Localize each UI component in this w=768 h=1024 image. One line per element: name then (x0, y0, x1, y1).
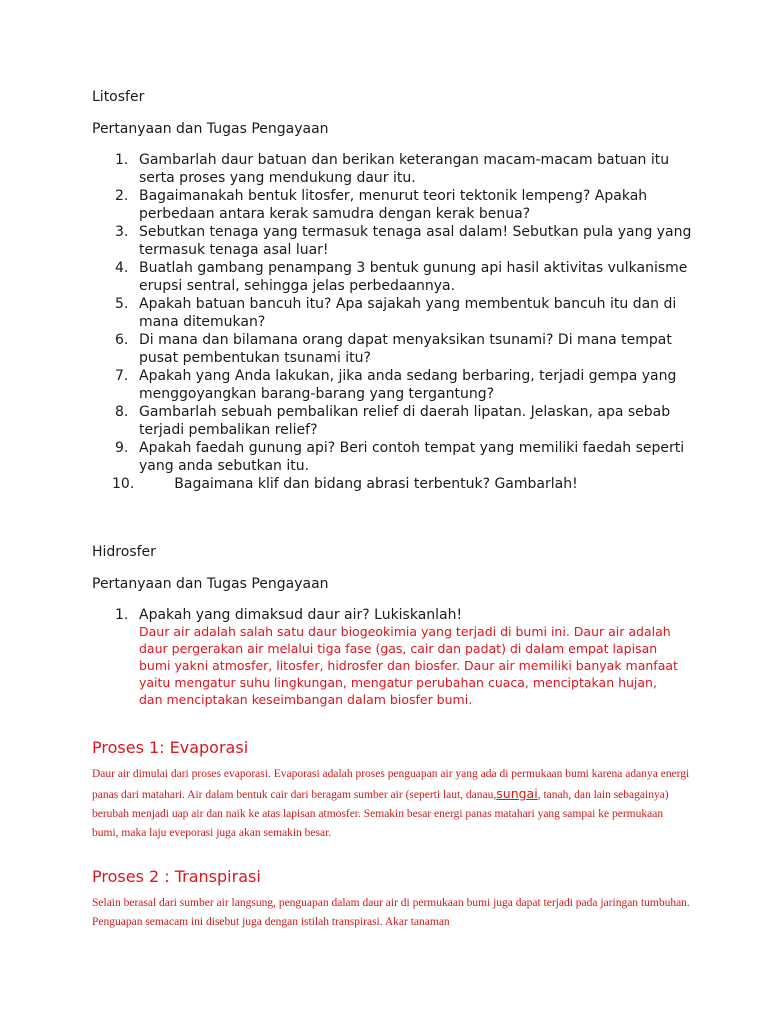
sungai-link[interactable]: sungai (496, 786, 538, 801)
question-number: 7. (115, 368, 129, 384)
question-number: 5. (115, 296, 129, 312)
proses-1-title: Proses 1: Evaporasi (92, 738, 249, 757)
section-subtitle-hidrosfer: Pertanyaan dan Tugas Pengayaan (92, 576, 329, 592)
question-text: Apakah faedah gunung api? Beri contoh tempat yang memiliki faedah seperti yang anda sebutkan itu. (139, 440, 685, 474)
question-text: Gambarlah daur batuan dan berikan keterangan macam-macam batuan itu serta proses yang mendukung daur itu. (139, 152, 670, 186)
question-number: 9. (115, 440, 129, 456)
question-number: 1. (115, 152, 129, 168)
section-title-litosfer: Litosfer (92, 89, 145, 105)
proses-2-paragraph: Selain berasal dari sumber air langsung, penguapan dalam daur air di permukaan bumi juga dapat terjadi pada jaringan tumbuhan. Penguapan semacam ini disebut juga dengan istilah transpirasi. Akar tanaman (92, 897, 690, 928)
list-item (92, 367, 692, 403)
hidrosfer-question-list (92, 606, 692, 624)
list-item (92, 223, 692, 259)
section-title-hidrosfer: Hidrosfer (92, 544, 156, 560)
question-number: 8. (115, 404, 129, 420)
question-number: 4. (115, 260, 129, 276)
question-text: Sebutkan tenaga yang termasuk tenaga asal dalam! Sebutkan pula yang yang termasuk tenaga asal luar! (139, 224, 692, 258)
list-item (92, 295, 692, 331)
proses-1-text-after: , tanah, dan lain sebagainya) berubah menjadi uap air dan naik ke atas lapisan atmosfer. Semakin besar energi panas matahari yang sampai ke permukaan bumi, maka laju eveporasi juga akan semakin besar. (92, 789, 669, 839)
litosfer-question-list (92, 151, 692, 493)
list-item (92, 259, 692, 295)
list-item (92, 187, 692, 223)
list-item (92, 151, 692, 187)
list-item (92, 606, 692, 624)
question-text: Apakah yang dimaksud daur air? Lukiskanlah! (139, 607, 463, 623)
question-number: 2. (115, 188, 129, 204)
list-item (92, 475, 692, 493)
section-subtitle-litosfer: Pertanyaan dan Tugas Pengayaan (92, 121, 329, 137)
question-text: Apakah yang Anda lakukan, jika anda sedang berbaring, terjadi gempa yang menggoyangkan barang-barang yang tergantung? (139, 368, 677, 402)
question-number: 6. (115, 332, 129, 348)
question-number: 3. (115, 224, 129, 240)
proses-1-text-before: Daur air dimulai dari proses evaporasi. Evaporasi adalah proses penguapan air yang ada di permukaan bumi karena adanya energi panas dari matahari. Air dalam bentuk cair dari beragam sumber air (seperti laut, danau, (92, 768, 690, 801)
question-text: Gambarlah sebuah pembalikan relief di daerah lipatan. Jelaskan, apa sebab terjadi pembalikan relief? (139, 404, 671, 438)
question-text: Di mana dan bilamana orang dapat menyaksikan tsunami? Di mana tempat pusat pembentukan tsunami itu? (139, 332, 672, 366)
answer-paragraph: Daur air adalah salah satu daur biogeokimia yang terjadi di bumi ini. Daur air adalah daur pergerakan air melalui tiga fase (gas, cair dan padat) di dalam empat lapisan bumi yakni atmosfer, litosfer, hidrosfer dan biosfer. Daur air memiliki banyak manfaat yaitu mengatur suhu lingkungan, mengatur perubahan cuaca, menciptakan hujan, dan menciptakan keseimbangan dalam biosfer bumi. (139, 624, 678, 707)
list-item (92, 403, 692, 439)
question-text: Apakah batuan bancuh itu? Apa sajakah yang membentuk bancuh itu dan di mana ditemukan? (139, 296, 677, 330)
list-item (92, 331, 692, 367)
question-text: Bagaimanakah bentuk litosfer, menurut teori tektonik lempeng? Apakah perbedaan antara kerak samudra dengan kerak benua? (139, 188, 648, 222)
proses-1-paragraph (92, 765, 692, 843)
proses-2-title: Proses 2 : Transpirasi (92, 867, 261, 886)
question-text: Bagaimana klif dan bidang abrasi terbentuk? Gambarlah! (174, 476, 578, 492)
list-item (92, 439, 692, 475)
question-number: 10. (112, 476, 135, 492)
question-number: 1. (115, 607, 129, 623)
question-text: Buatlah gambang penampang 3 bentuk gunung api hasil aktivitas vulkanisme erupsi sentral, sehingga jelas perbedaannya. (139, 260, 688, 294)
